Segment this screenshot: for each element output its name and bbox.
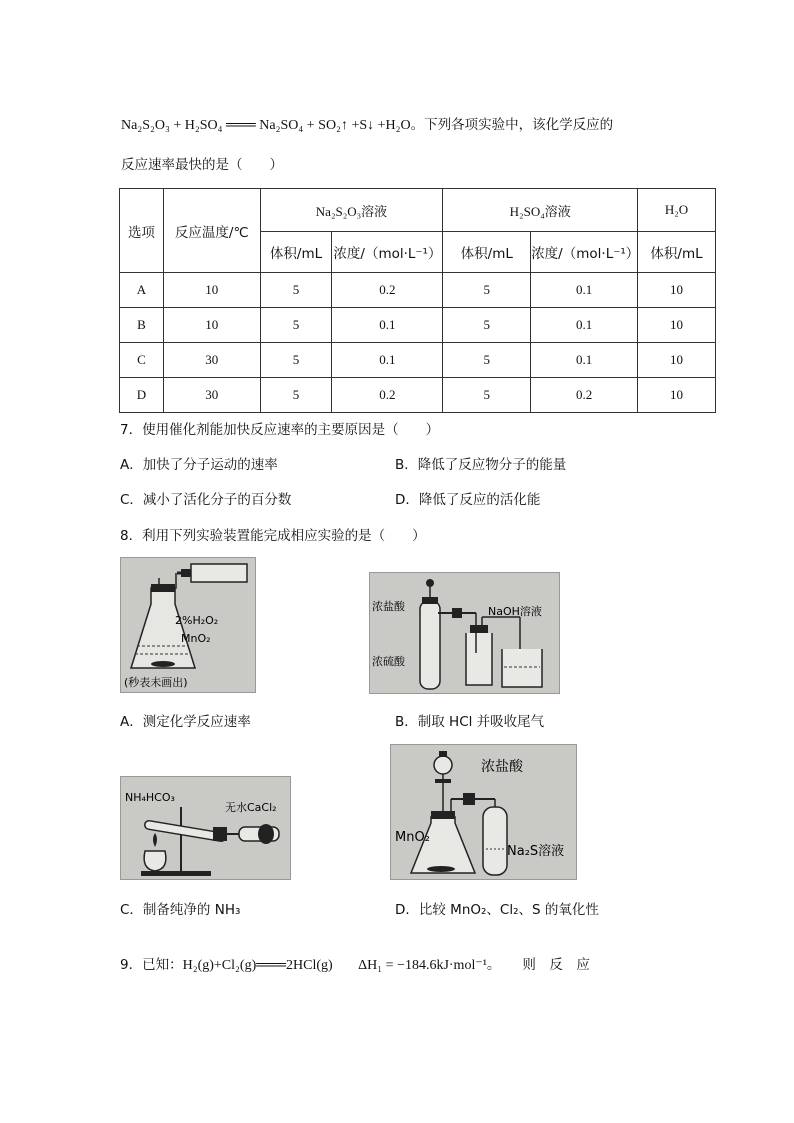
chlorine-setup-icon bbox=[391, 745, 576, 879]
table-cell: 0.1 bbox=[531, 308, 638, 343]
experiment-table bbox=[119, 188, 716, 413]
figure-d-apparatus bbox=[390, 744, 577, 880]
figure-d-label-hcl: 浓盐酸 bbox=[481, 759, 523, 775]
table-cell: B bbox=[120, 308, 164, 343]
table-cell: 10 bbox=[638, 273, 716, 308]
header-h2o: H₂O bbox=[638, 189, 716, 232]
header-na2s2o3: Na₂S₂O₃溶液 bbox=[260, 189, 443, 232]
figure-b-label-h2so4: 浓硫酸 bbox=[372, 655, 405, 668]
table-row bbox=[120, 343, 716, 378]
q8-option-b: B．制取 HCl 并吸收尾气 bbox=[395, 714, 545, 730]
q9-equation: H₂(g)+Cl₂(g)═══2HCl(g) bbox=[182, 958, 333, 973]
figure-b-label-naoh: NaOH溶液 bbox=[488, 605, 542, 618]
q8-option-d: D．比较 MnO₂、Cl₂、S 的氧化性 bbox=[395, 902, 599, 918]
table-cell: 0.2 bbox=[332, 378, 443, 413]
table-cell: 30 bbox=[163, 378, 260, 413]
table-cell: 0.1 bbox=[531, 343, 638, 378]
figure-a-note: (秒表未画出) bbox=[124, 676, 188, 689]
figure-d-label-mno2: MnO₂ bbox=[395, 830, 430, 845]
table-cell: 5 bbox=[443, 378, 531, 413]
table-cell: 10 bbox=[638, 308, 716, 343]
figure-c-apparatus bbox=[120, 776, 291, 880]
table-row bbox=[120, 378, 716, 413]
table-cell: 5 bbox=[260, 308, 332, 343]
table-cell: 0.1 bbox=[332, 343, 443, 378]
reaction-question-text: 。下列各项实验中，该化学反应的 bbox=[410, 117, 614, 133]
reaction-question-line2: 反应速率最快的是（ ） bbox=[121, 157, 283, 173]
q7-option-a: A．加快了分子运动的速率 bbox=[120, 457, 278, 473]
q7-option-b: B．降低了反应物分子的能量 bbox=[395, 457, 567, 473]
q7-option-d: D．降低了反应的活化能 bbox=[395, 492, 541, 508]
table-cell: 0.1 bbox=[531, 273, 638, 308]
reaction-equation-line bbox=[121, 113, 613, 134]
table-cell: D bbox=[120, 378, 164, 413]
header-option: 选项 bbox=[120, 189, 164, 273]
table-cell: 10 bbox=[163, 308, 260, 343]
subheader-volume: 体积/mL bbox=[638, 232, 716, 273]
hcl-setup-icon bbox=[370, 573, 559, 693]
q9-tail: 则 反 应 bbox=[522, 957, 590, 973]
table-cell: 5 bbox=[443, 308, 531, 343]
q9-prefix: 9．已知： bbox=[120, 957, 183, 973]
table-cell: 5 bbox=[260, 378, 332, 413]
nh3-setup-icon bbox=[121, 777, 290, 879]
q9-line bbox=[120, 953, 590, 974]
figure-c-label-cacl2: 无水CaCl₂ bbox=[225, 801, 277, 814]
table-cell: 0.1 bbox=[332, 308, 443, 343]
table-row bbox=[120, 273, 716, 308]
q8-stem: 8．利用下列实验装置能完成相应实验的是（ ） bbox=[120, 528, 426, 544]
table-cell: 0.2 bbox=[531, 378, 638, 413]
table-cell: 5 bbox=[260, 343, 332, 378]
reaction-equation: Na₂S₂O₃ + H₂SO₄ ═══ Na₂SO₄ + SO₂↑ +S↓ +H₂O bbox=[121, 118, 411, 133]
subheader-volume: 体积/mL bbox=[260, 232, 332, 273]
figure-a-apparatus bbox=[120, 557, 256, 693]
table-cell: 5 bbox=[443, 343, 531, 378]
header-h2so4: H₂SO₄溶液 bbox=[443, 189, 638, 232]
q8-option-a: A．测定化学反应速率 bbox=[120, 714, 251, 730]
header-temperature: 反应温度/℃ bbox=[163, 189, 260, 273]
table-cell: 5 bbox=[260, 273, 332, 308]
subheader-volume: 体积/mL bbox=[443, 232, 531, 273]
table-cell: 10 bbox=[638, 378, 716, 413]
table-cell: 10 bbox=[163, 273, 260, 308]
table-row bbox=[120, 308, 716, 343]
table-cell: 10 bbox=[638, 343, 716, 378]
q9-enthalpy: ΔH₁ = −184.6kJ·mol⁻¹。 bbox=[358, 958, 501, 973]
figure-c-label-nh4hco3: NH₄HCO₃ bbox=[125, 791, 175, 804]
q7-stem: 7．使用催化剂能加快反应速率的主要原因是（ ） bbox=[120, 422, 440, 438]
q7-option-c: C．减小了活化分子的百分数 bbox=[120, 492, 292, 508]
subheader-concentration: 浓度/（mol·L⁻¹） bbox=[531, 232, 638, 273]
figure-b-apparatus bbox=[369, 572, 560, 694]
table-cell: C bbox=[120, 343, 164, 378]
subheader-concentration: 浓度/（mol·L⁻¹） bbox=[332, 232, 443, 273]
table-cell: 5 bbox=[443, 273, 531, 308]
figure-a-label-mno2: MnO₂ bbox=[181, 632, 211, 645]
flask-syringe-icon bbox=[121, 558, 255, 692]
table-cell: A bbox=[120, 273, 164, 308]
q8-option-c: C．制备纯净的 NH₃ bbox=[120, 902, 241, 918]
table-cell: 30 bbox=[163, 343, 260, 378]
figure-b-label-hcl: 浓盐酸 bbox=[372, 600, 405, 613]
figure-d-label-na2s: Na₂S溶液 bbox=[507, 844, 565, 859]
figure-a-label-h2o2: 2%H₂O₂ bbox=[175, 614, 219, 627]
table-cell: 0.2 bbox=[332, 273, 443, 308]
